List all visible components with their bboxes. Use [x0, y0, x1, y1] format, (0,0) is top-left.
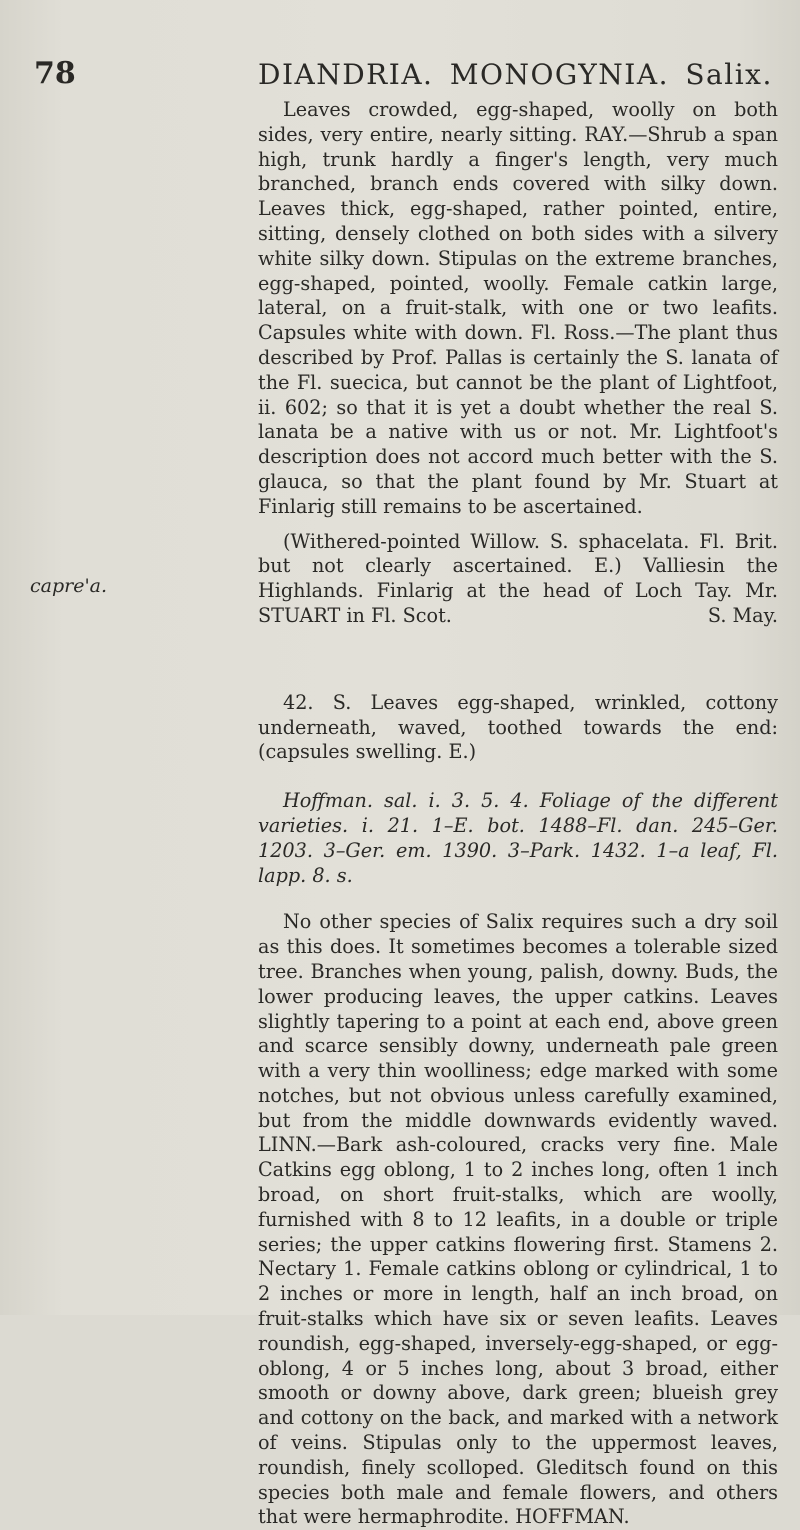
paragraph-caprea-description: No other species of Salix requires such a dry soil as this does. It sometimes becomes a tolerable sized tree. Branches when young, palish, downy. Buds, the lower producing leaves, the upper catkins. Leaves slightly tapering to a point at each end, above green and scarce sensibly downy, underneath pale green with a very thin woolliness; edge marked with some notches, but not obvious unless carefully examined, but from the middle downwards evidently waved. LINN.—Bark ash-coloured, cracks very fine. Male Catkins egg oblong, 1 to 2 inches long, often 1 inch broad, on short fruit-stalks, which are woolly, furnished with 8 to 12 leafits, in a double or triple series; the upper catkins flowering first. Stamens 2. Nectary 1. Female catkins oblong or cylindrical, 1 to 2 inches or more in length, half an inch broad, on fruit-stalks which have six or seven leafits. Leaves roundish, egg-shaped, inversely-egg-shaped, or egg-oblong, 4 or 5 inches long, about 3 broad, either smooth or downy above, dark green; blueish grey and cottony on the back, and marked with a network of veins. Stipulas only to the uppermost leaves, roundish, finely scolloped. Gleditsch found on this species both male and female flowers, and others that were hermaphrodite. HOFFMAN.: [258, 910, 778, 1529]
habitat-text: (Withered-pointed Willow. S. sphacelata. Fl. Brit. but not clearly ascertained. E.) Valliesin the Highlands. Finlarig at the head of Loch Tay. Mr. STUART in Fl. Scot.: [258, 529, 778, 627]
paragraph-lanata-description: Leaves crowded, egg-shaped, woolly on both sides, very entire, nearly sitting. RAY.—Shrub a span high, trunk hardly a finger's length, very much branched, branch ends covered with silky down. Leaves thick, egg-shaped, rather pointed, entire, sitting, densely clothed on both sides with a silvery white silky down. Stipulas on the extreme branches, egg-shaped, pointed, woolly. Female catkin large, lateral, on a fruit-stalk, with one or two leafits. Capsules white with down. Fl. Ross.—The plant thus described by Prof. Pallas is certainly the S. lanata of the Fl. suecica, but cannot be the plant of Lightfoot, ii. 602; so that it is yet a doubt whether the real S. lanata be a native with us or not. Mr. Lightfoot's description does not accord much better with the S. glauca, so that the plant found by Mr. Stuart at Finlarig still remains to be ascertained.: [258, 98, 778, 518]
paragraph-habitat: [258, 530, 778, 629]
paragraph-references: Hoffman. sal. i. 3. 5. 4. Foliage of the different varieties. i. 21. 1–E. bot. 1488–Fl. dan. 245–Ger. 1203. 3–Ger. em. 1390. 3–Park. 1432. 1–a leaf, Fl. lapp. 8. s.: [258, 789, 778, 887]
paragraph-species-42: 42. S. Leaves egg-shaped, wrinkled, cottony underneath, waved, toothed towards the end: (capsules swelling. E.): [258, 690, 778, 764]
page-number: 78: [34, 56, 76, 91]
margin-note: capre'a.: [30, 575, 108, 597]
body-text: [258, 98, 778, 1530]
running-head: DIANDRIA. MONOGYNIA. Salix.: [258, 58, 773, 91]
season-note: S. May.: [707, 603, 778, 627]
